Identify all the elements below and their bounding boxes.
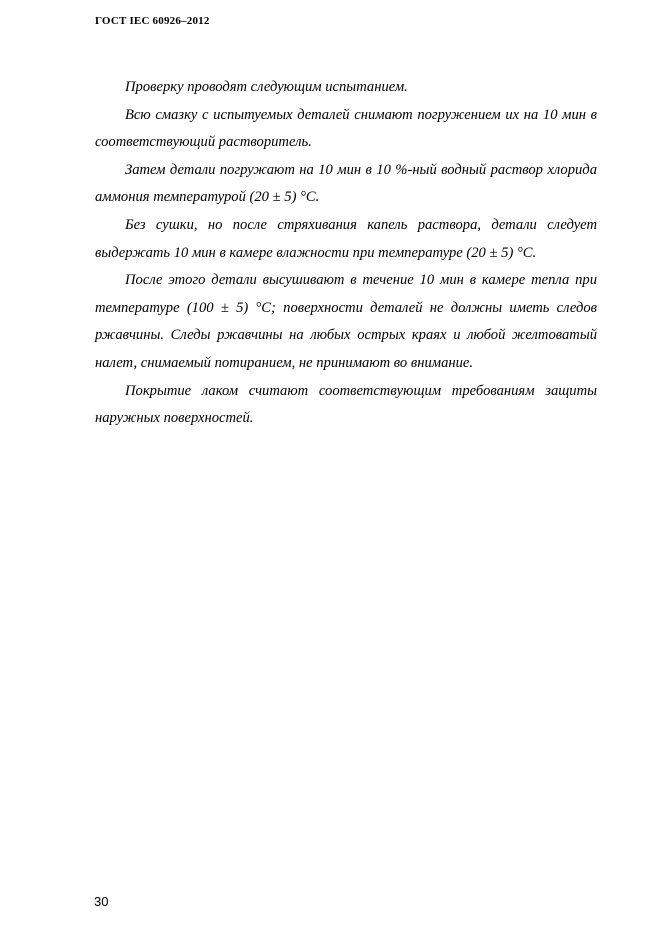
document-header: ГОСТ IEC 60926–2012 <box>95 15 210 27</box>
paragraph-degrease: Всю смазку с испытуемых деталей снимают погружением их на 10 мин в соответствующий растворитель. <box>95 106 597 151</box>
paragraph-intro: Проверку проводят следующим испытанием. <box>125 79 408 95</box>
paragraph-drying-inspection: После этого детали высушивают в течение 10 мин в камере тепла при температуре (100 ± 5) °С; поверхности деталей не должны иметь следов ржавчины. Следы ржавчины на любых острых краях и любой желтоватый налет, снимаемый потиранием, не принимают во внимание. <box>95 272 597 371</box>
document-body <box>95 74 597 433</box>
paragraph-humidity-chamber: Без сушки, но после стряхивания капель раствора, детали следует выдержать 10 мин в камере влажности при температуре (20 ± 5) °С. <box>95 216 597 261</box>
page-number: 30 <box>94 894 109 909</box>
paragraph-conclusion: Покрытие лаком считают соответствующим требованиям защиты наружных поверхностей. <box>95 382 597 427</box>
paragraph-immersion: Затем детали погружают на 10 мин в 10 %-ный водный раствор хлорида аммония температурой (20 ± 5) °С. <box>95 161 597 206</box>
